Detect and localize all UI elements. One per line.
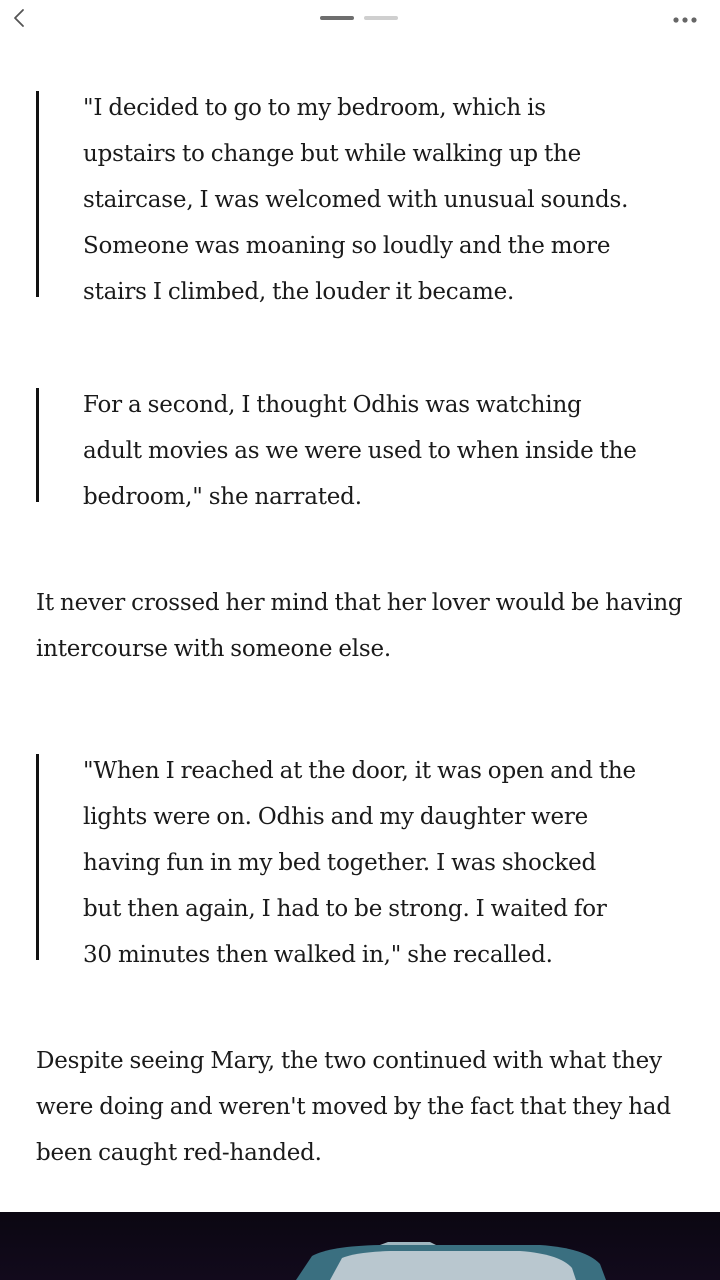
back-button[interactable] xyxy=(8,6,32,30)
top-bar xyxy=(0,0,720,40)
chevron-left-icon xyxy=(8,6,32,30)
blockquote-text: "When I reached at the door, it was open and the lights were on. Odhis and my daughter were having fun in my bed together. I was shocked but then again, I had to be strong. I waited for 30 minutes then walked in," she recalled. xyxy=(83,758,636,968)
more-horizontal-icon xyxy=(672,13,702,27)
page-indicator xyxy=(320,16,398,20)
article-image xyxy=(0,1212,720,1280)
car-image xyxy=(0,1212,720,1280)
blockquote-text: "I decided to go to my bedroom, which is upstairs to change but while walking up the staircase, I was welcomed with unusual sounds. Someone was moaning so loudly and the more stairs I climbed, the louder it became. xyxy=(83,95,629,305)
paragraph: Despite seeing Mary, the two continued with what they were doing and weren't moved by the fact that they had been caught red-handed. xyxy=(36,1048,671,1166)
page-indicator-1[interactable] xyxy=(320,16,354,20)
blockquote xyxy=(36,754,639,968)
page-indicator-2[interactable] xyxy=(364,16,398,20)
blockquote xyxy=(36,91,639,305)
more-options-button[interactable] xyxy=(672,12,702,26)
blockquote xyxy=(36,388,639,510)
paragraph: It never crossed her mind that her lover would be having intercourse with someone else. xyxy=(36,590,683,662)
blockquote-text: For a second, I thought Odhis was watching adult movies as we were used to when inside the bedroom," she narrated. xyxy=(83,392,637,510)
